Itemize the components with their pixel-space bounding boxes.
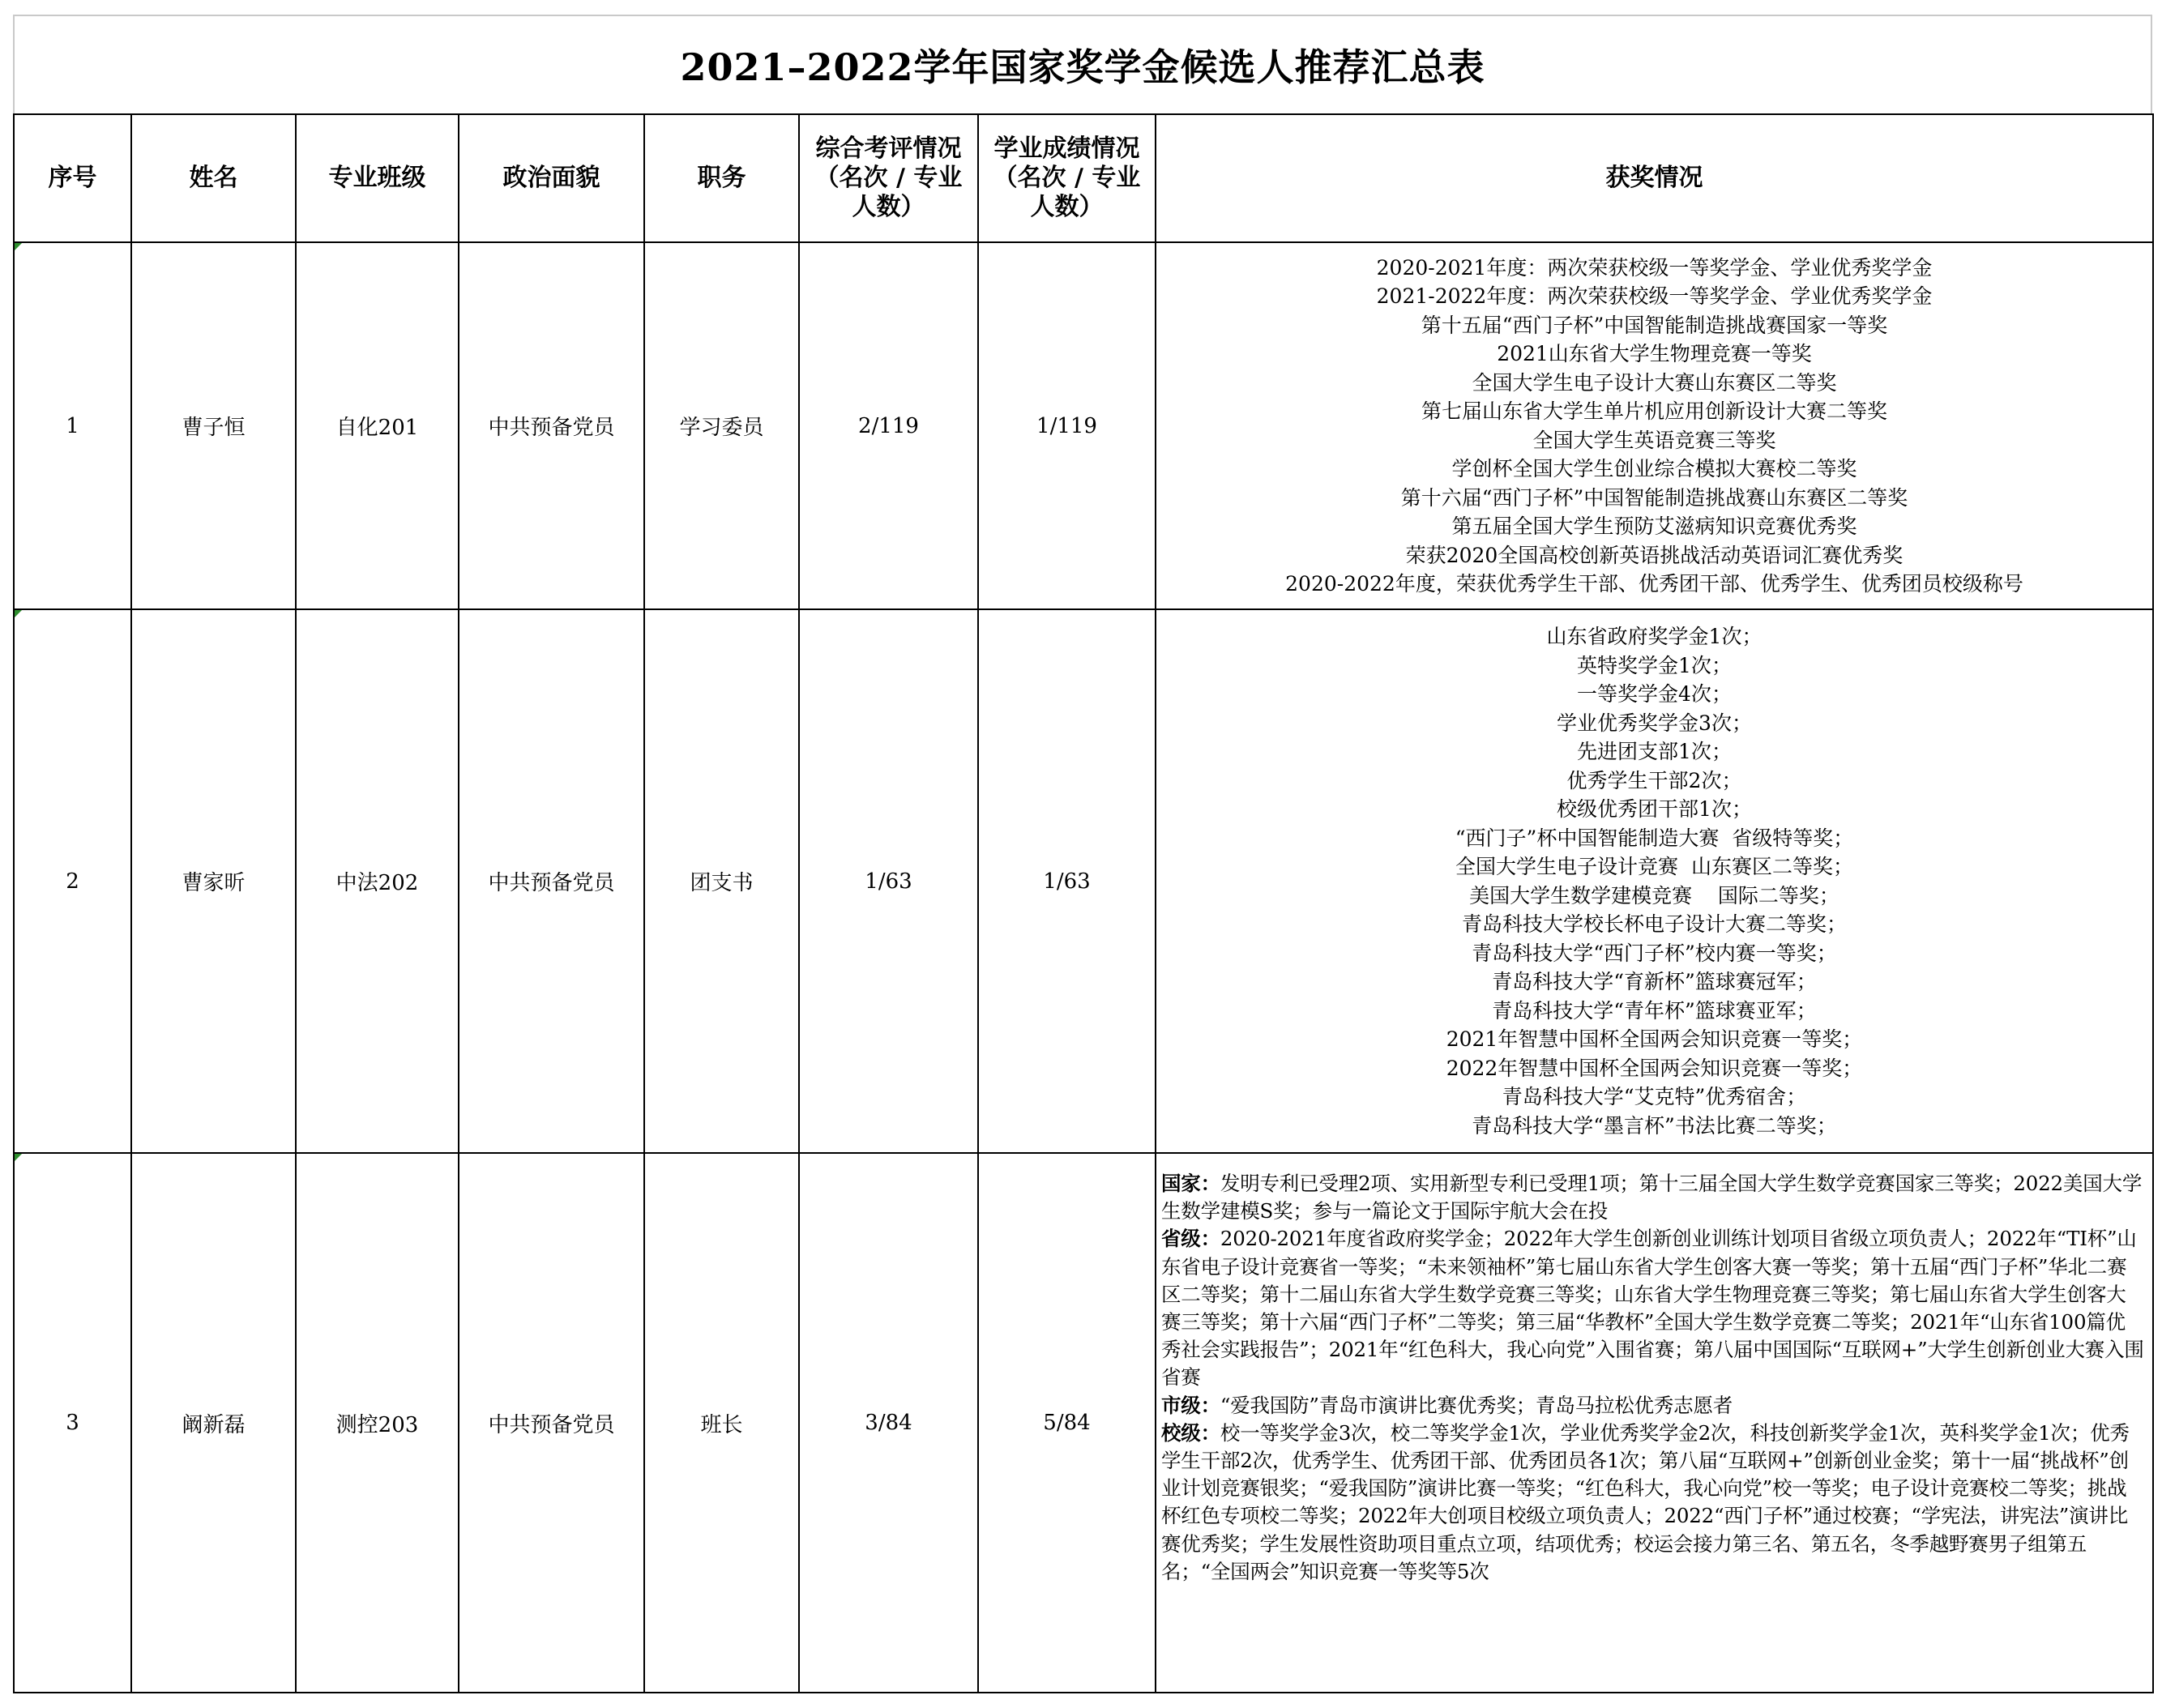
cell-class[interactable]: 测控203 [296, 1153, 459, 1693]
table-row [14, 1153, 2153, 1693]
table-row [14, 609, 2153, 1153]
award-line: 青岛科技大学“艾克特”优秀宿舍； [1502, 1085, 1807, 1108]
cell-position[interactable]: 班长 [644, 1153, 799, 1693]
table-title: 2021–2022学年国家奖学金候选人推荐汇总表 [680, 45, 1485, 89]
header-comprehensive-line1: 综合考评情况 [815, 135, 962, 163]
header-comprehensive-line2: （名次 / 专业 [814, 164, 963, 192]
award-line: 2020-2021年度：两次荣获校级一等奖学金、学业优秀奖学金 [1376, 255, 1933, 280]
award-line: 学业优秀奖学金3次； [1557, 711, 1752, 735]
header-academic[interactable] [978, 114, 1156, 242]
award-line: 2021年智慧中国杯全国两会知识竞赛一等奖； [1446, 1027, 1863, 1051]
cell-academic[interactable]: 5/84 [978, 1153, 1156, 1693]
cell-awards[interactable] [1156, 1153, 2153, 1693]
cell-political[interactable]: 中共预备党员 [459, 242, 644, 609]
table-row [14, 242, 2153, 609]
award-line: 第七届山东省大学生单片机应用创新设计大赛二等奖 [1421, 399, 1887, 423]
header-comprehensive-line3: 人数） [852, 193, 925, 221]
header-comprehensive[interactable] [799, 114, 978, 242]
cell-position[interactable]: 学习委员 [644, 242, 799, 609]
award-line: 英特奖学金1次； [1577, 653, 1732, 677]
section-label: 市级： [1161, 1393, 1220, 1417]
award-line: 全国大学生英语竞赛三等奖 [1532, 428, 1776, 452]
award-line: 青岛科技大学“青年杯”篮球赛亚军； [1492, 998, 1817, 1023]
award-line: 2021-2022年度：两次荣获校级一等奖学金、学业优秀奖学金 [1376, 284, 1933, 308]
award-line: 优秀学生干部2次； [1566, 768, 1742, 792]
section-text: 2020-2021年度省政府奖学金；2022年大学生创新创业训练计划项目省级立项负责人；2022年“TI杯”山东省电子设计竞赛省一等奖；“未来领袖杯”第七届山东省大学生创客大赛一等奖；第十五届“西门子杯”华北二赛区二等奖；第十二届山东省大学生数学竞赛三等奖；山东省大学生物理竞赛三等奖；第七届山东省大学生创客大赛三等奖；第十六届“西门子杯”二等奖；第三届“华教杯”全国大学生数学竞赛二等奖；2021年“山东省100篇优秀社会实践报告”；2021年“红色科大，我心向党”入围省赛；第八届中国国际“互联网+”大学生创新创业大赛入围省赛 [1161, 1227, 2144, 1390]
awards-section-city [1161, 1392, 2144, 1420]
cell-comprehensive[interactable]: 3/84 [799, 1153, 978, 1693]
award-line: 2020-2022年度，荣获优秀学生干部、优秀团干部、优秀学生、优秀团员校级称号 [1285, 572, 2023, 596]
title-cell[interactable] [13, 15, 2152, 113]
section-label: 校级： [1161, 1420, 1220, 1445]
award-line: 山东省政府奖学金1次； [1546, 625, 1762, 648]
header-row [14, 114, 2153, 242]
cell-political[interactable]: 中共预备党员 [459, 1153, 644, 1693]
header-academic-line2: （名次 / 专业 [993, 164, 1141, 192]
cell-class[interactable]: 中法202 [296, 609, 459, 1153]
cell-awards[interactable] [1156, 609, 2153, 1153]
award-line: 2022年智慧中国杯全国两会知识竞赛一等奖； [1446, 1056, 1863, 1080]
cell-political[interactable]: 中共预备党员 [459, 609, 644, 1153]
section-label: 省级： [1161, 1227, 1220, 1251]
award-line: 美国大学生数学建模竞赛 国际二等奖； [1469, 883, 1839, 907]
award-line: 校级优秀团干部1次； [1557, 797, 1752, 821]
award-line: 2021山东省大学生物理竞赛一等奖 [1497, 342, 1812, 365]
award-line: 青岛科技大学“西门子杯”校内赛一等奖； [1472, 941, 1837, 965]
header-class[interactable]: 专业班级 [296, 114, 459, 242]
award-line: 第十五届“西门子杯”中国智能制造挑战赛国家一等奖 [1421, 313, 1888, 337]
cell-academic[interactable]: 1/119 [978, 242, 1156, 609]
cell-no[interactable] [14, 609, 131, 1153]
spreadsheet [13, 15, 2152, 1693]
header-name[interactable]: 姓名 [131, 114, 296, 242]
award-line: “西门子”杯中国智能制造大赛 省级特等奖； [1455, 826, 1854, 850]
awards-section-school [1161, 1420, 2144, 1586]
row-no: 3 [66, 1411, 79, 1435]
section-text: 校一等奖学金3次，校二等奖学金1次，学业优秀奖学金2次，科技创新奖学金1次，英科奖学金1次；优秀学生干部2次，优秀学生、优秀团干部、优秀团员各1次；第八届“互联网+”创新创业金奖；第十一届“挑战杯”创业计划竞赛银奖；“爱我国防”演讲比赛一等奖；“红色科大，我心向党”校一等奖；电子设计竞赛校二等奖；挑战杯红色专项校二等奖；2022年大创项目校级立项负责人；2022“西门子杯”通过校赛；“学宪法，讲宪法”演讲比赛优秀奖；学生发展性资助项目重点立项，结项优秀；校运会接力第三名、第五名，冬季越野赛男子组第五名；“全国两会”知识竞赛一等奖等5次 [1161, 1420, 2130, 1583]
cell-name[interactable]: 阚新磊 [131, 1153, 296, 1693]
award-line: 一等奖学金4次； [1577, 682, 1732, 706]
comment-marker-icon [15, 1154, 22, 1161]
cell-no[interactable] [14, 242, 131, 609]
cell-comprehensive[interactable]: 2/119 [799, 242, 978, 609]
award-line: 青岛科技大学“育新杯”篮球赛冠军； [1492, 970, 1817, 993]
award-line: 先进团支部1次； [1577, 740, 1732, 763]
cell-name[interactable]: 曹子恒 [131, 242, 296, 609]
award-line: 第十六届“西门子杯”中国智能制造挑战赛山东赛区二等奖 [1400, 485, 1908, 510]
header-position[interactable]: 职务 [644, 114, 799, 242]
cell-academic[interactable]: 1/63 [978, 609, 1156, 1153]
award-line: 第五届全国大学生预防艾滋病知识竞赛优秀奖 [1451, 515, 1857, 538]
summary-table [13, 113, 2154, 1693]
award-line: 青岛科技大学“墨言杯”书法比赛二等奖； [1472, 1113, 1837, 1138]
section-label: 国家： [1161, 1172, 1220, 1195]
comment-marker-icon [15, 243, 22, 250]
cell-class[interactable]: 自化201 [296, 242, 459, 609]
comment-marker-icon [15, 610, 22, 617]
awards-section-national [1161, 1170, 2144, 1225]
award-line: 荣获2020全国高校创新英语挑战活动英语词汇赛优秀奖 [1405, 543, 1904, 567]
header-academic-line3: 人数） [1030, 193, 1104, 221]
cell-name[interactable]: 曹家昕 [131, 609, 296, 1153]
header-awards[interactable]: 获奖情况 [1156, 114, 2153, 242]
cell-position[interactable]: 团支书 [644, 609, 799, 1153]
awards-section-provincial [1161, 1225, 2144, 1391]
cell-awards[interactable] [1156, 242, 2153, 609]
header-academic-line1: 学业成绩情况 [993, 135, 1140, 163]
row-no: 2 [66, 869, 79, 894]
section-text: “爱我国防”青岛市演讲比赛优秀奖；青岛马拉松优秀志愿者 [1220, 1393, 1733, 1417]
section-text: 发明专利已受理2项、实用新型专利已受理1项；第十三届全国大学生数学竞赛国家三等奖；2022美国大学生数学建模S奖；参与一篇论文于国际宇航大会在投 [1161, 1172, 2143, 1223]
award-line: 青岛科技大学校长杯电子设计大赛二等奖； [1461, 912, 1847, 936]
award-line: 全国大学生电子设计竞赛 山东赛区二等奖； [1455, 855, 1853, 878]
cell-no[interactable] [14, 1153, 131, 1693]
row-no: 1 [66, 413, 79, 438]
header-no[interactable]: 序号 [14, 114, 131, 242]
header-political[interactable]: 政治面貌 [459, 114, 644, 242]
award-line: 学创杯全国大学生创业综合模拟大赛校二等奖 [1451, 457, 1857, 480]
award-line: 全国大学生电子设计大赛山东赛区二等奖 [1472, 370, 1837, 395]
cell-comprehensive[interactable]: 1/63 [799, 609, 978, 1153]
